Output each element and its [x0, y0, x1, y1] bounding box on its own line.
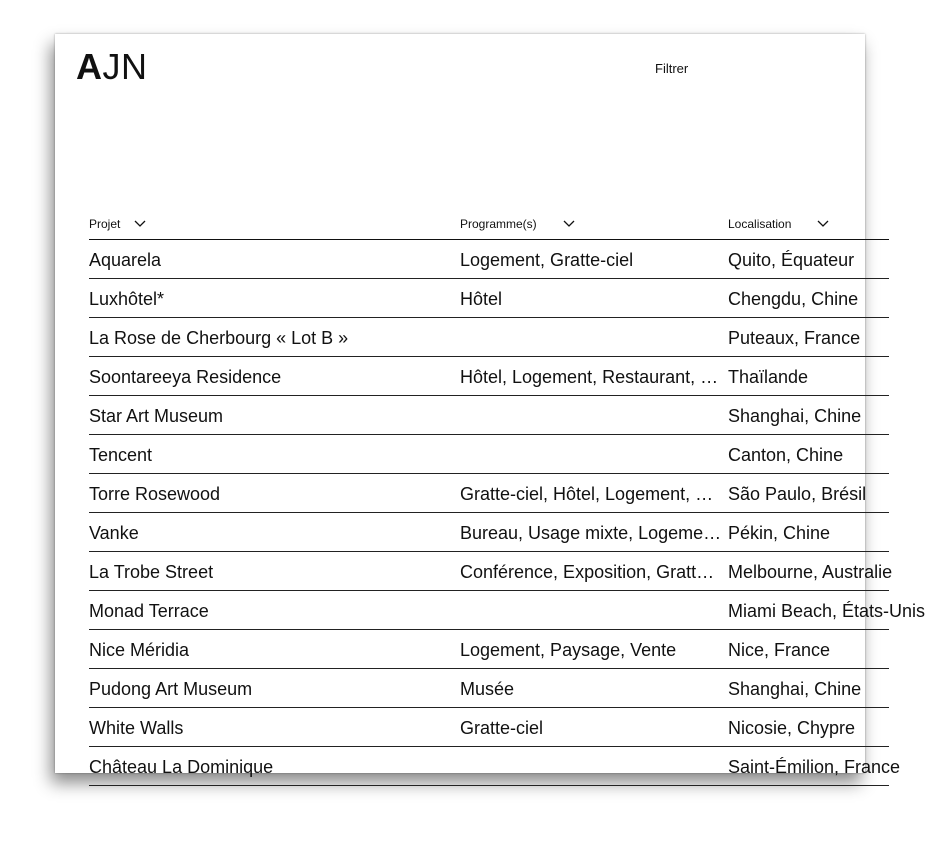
cell-projet: Nice Méridia [89, 640, 190, 660]
cell-projet: La Trobe Street [89, 562, 214, 582]
cell-projet: Monad Terrace [89, 601, 209, 621]
cell-projet: White Walls [89, 718, 184, 738]
table-row[interactable] [89, 279, 889, 318]
cell-projet: Star Art Museum [89, 406, 224, 426]
logo-jn: JN [102, 46, 148, 87]
column-header-localisation[interactable] [728, 217, 829, 231]
cell-localisation: Nicosie, Chypre [728, 718, 856, 738]
cell-programme: Bureau, Usage mixte, Logeme… [460, 523, 722, 543]
logo-a: A [76, 46, 103, 87]
cell-localisation: Puteaux, France [728, 328, 861, 348]
ajn-logo[interactable] [76, 46, 148, 87]
column-header-programmes[interactable] [460, 217, 575, 231]
table-row[interactable] [89, 396, 889, 435]
cell-localisation: Saint-Émilion, France [728, 757, 901, 777]
cell-projet: Luxhôtel* [89, 289, 165, 309]
cell-programme: Gratte-ciel [460, 718, 544, 738]
table-row[interactable] [89, 318, 889, 357]
table-row[interactable] [89, 669, 889, 708]
cell-localisation: Shanghai, Chine [728, 406, 862, 426]
table-row[interactable] [89, 435, 889, 474]
cell-localisation: Canton, Chine [728, 445, 844, 465]
cell-localisation: Thaïlande [728, 367, 809, 387]
table-row[interactable] [89, 708, 889, 747]
cell-localisation: Nice, France [728, 640, 831, 660]
cell-projet: Château La Dominique [89, 757, 274, 777]
cell-localisation: Quito, Équateur [728, 250, 855, 270]
cell-projet: Aquarela [89, 250, 162, 270]
cell-programme: Musée [460, 679, 515, 699]
cell-localisation: Shanghai, Chine [728, 679, 862, 699]
table-row[interactable] [89, 552, 893, 591]
chevron-down-icon [563, 220, 575, 228]
table-header [89, 211, 889, 240]
cell-programme: Gratte-ciel, Hôtel, Logement, … [460, 484, 714, 504]
column-label: Projet [89, 217, 121, 231]
table-row[interactable] [89, 240, 889, 279]
column-header-projet[interactable] [89, 217, 146, 231]
table-row[interactable] [89, 357, 889, 396]
cell-programme: Logement, Paysage, Vente [460, 640, 677, 660]
cell-projet: Tencent [89, 445, 153, 465]
cell-localisation: Melbourne, Australie [728, 562, 893, 582]
chevron-down-icon [817, 220, 829, 228]
cell-programme: Logement, Gratte-ciel [460, 250, 634, 270]
cell-projet: Vanke [89, 523, 139, 543]
table-row[interactable] [89, 630, 889, 669]
table-row[interactable] [89, 747, 901, 786]
cell-projet: Pudong Art Museum [89, 679, 253, 699]
cell-localisation: São Paulo, Brésil [728, 484, 867, 504]
cell-programme: Conférence, Exposition, Gratt… [460, 562, 715, 582]
column-label: Localisation [728, 217, 792, 231]
cell-localisation: Pékin, Chine [728, 523, 831, 543]
cell-projet: La Rose de Cherbourg « Lot B » [89, 328, 349, 348]
table-row[interactable] [89, 474, 889, 513]
chevron-down-icon [134, 220, 146, 228]
projects-table [89, 211, 925, 786]
cell-localisation: Chengdu, Chine [728, 289, 859, 309]
cell-programme: Hôtel [460, 289, 503, 309]
column-label: Programme(s) [460, 217, 537, 231]
cell-localisation: Miami Beach, États-Unis [728, 601, 925, 621]
cell-programme: Hôtel, Logement, Restaurant, … [460, 367, 719, 387]
filter-button[interactable]: Filtrer [655, 61, 689, 76]
browser-window [55, 34, 925, 777]
table-row[interactable] [89, 591, 925, 630]
cell-projet: Soontareeya Residence [89, 367, 282, 387]
table-row[interactable] [89, 513, 889, 552]
cell-projet: Torre Rosewood [89, 484, 221, 504]
